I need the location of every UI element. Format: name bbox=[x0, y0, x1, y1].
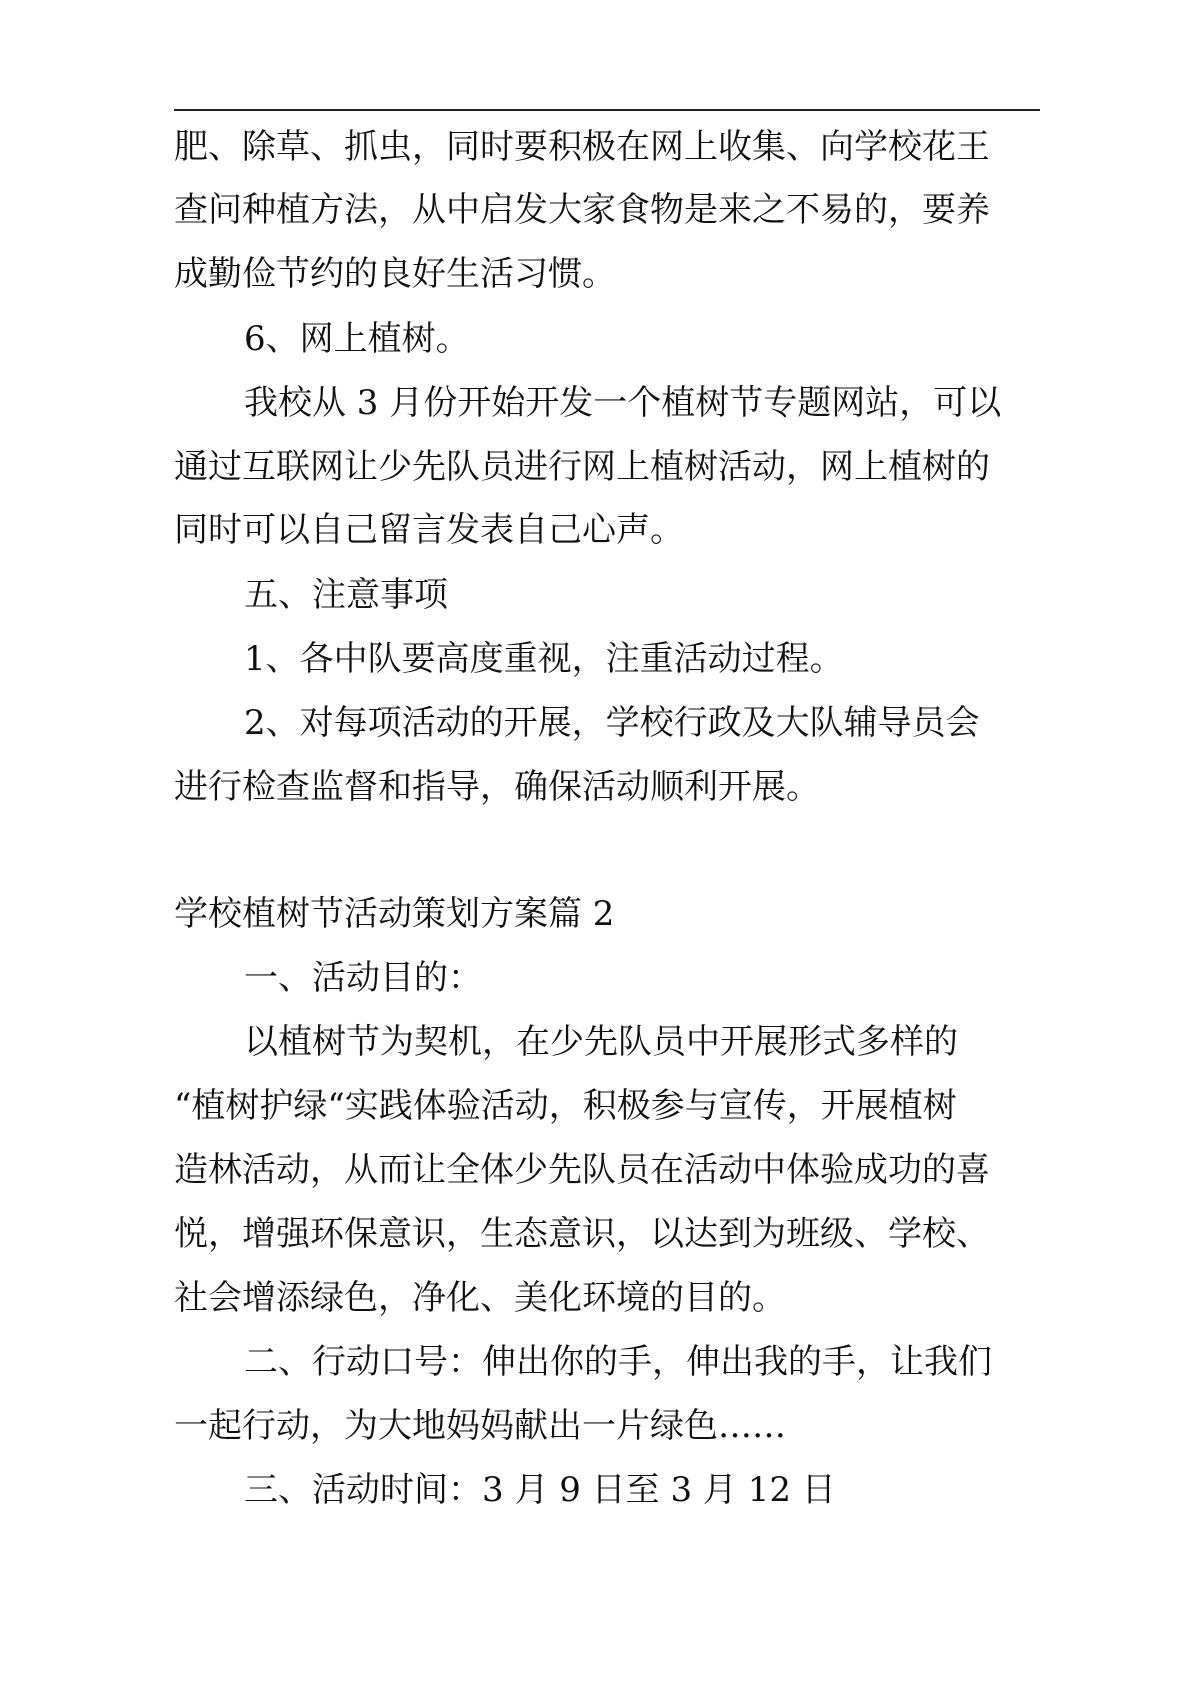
text-line: 社会增添绿色，净化、美化环境的目的。 bbox=[174, 1278, 786, 1318]
text-line: 通过互联网让少先队员进行网上植树活动，网上植树的 bbox=[174, 447, 990, 487]
text-line: 二、行动口号：伸出你的手，伸出我的手，让我们 bbox=[244, 1342, 992, 1382]
section-heading: 五、注意事项 bbox=[244, 575, 448, 615]
text-line: 查问种植方法，从中启发大家食物是来之不易的，要养 bbox=[174, 190, 990, 230]
text-line: 造林活动，从而让全体少先队员在活动中体验成功的喜 bbox=[174, 1150, 990, 1190]
text-line: 一起行动，为大地妈妈献出一片绿色…… bbox=[174, 1406, 786, 1446]
article-title: 学校植树节活动策划方案篇 2 bbox=[174, 894, 615, 934]
section-heading: 一、活动目的： bbox=[244, 958, 482, 998]
text-line: 我校从 3 月份开始开发一个植树节专题网站，可以 bbox=[244, 383, 1002, 423]
section-heading: 三、活动时间：3 月 9 日至 3 月 12 日 bbox=[244, 1470, 836, 1510]
text-line: 肥、除草、抓虫，同时要积极在网上收集、向学校花王 bbox=[174, 127, 990, 167]
text-line: 以植树节为契机，在少先队员中开展形式多样的 bbox=[244, 1022, 958, 1062]
header-rule bbox=[174, 109, 1040, 111]
text-line: 悦，增强环保意识，生态意识，以达到为班级、学校、 bbox=[174, 1214, 990, 1254]
text-line: “植树护绿“实践体验活动，积极参与宣传，开展植树 bbox=[174, 1086, 957, 1126]
item-heading: 6、网上植树。 bbox=[244, 319, 470, 359]
text-line: 进行检查监督和指导，确保活动顺利开展。 bbox=[174, 767, 820, 807]
text-line: 1、各中队要高度重视，注重活动过程。 bbox=[244, 639, 844, 679]
text-line: 2、对每项活动的开展，学校行政及大队辅导员会 bbox=[244, 703, 980, 743]
text-line: 同时可以自己留言发表自己心声。 bbox=[174, 510, 684, 550]
text-line: 成勤俭节约的良好生活习惯。 bbox=[174, 254, 616, 294]
